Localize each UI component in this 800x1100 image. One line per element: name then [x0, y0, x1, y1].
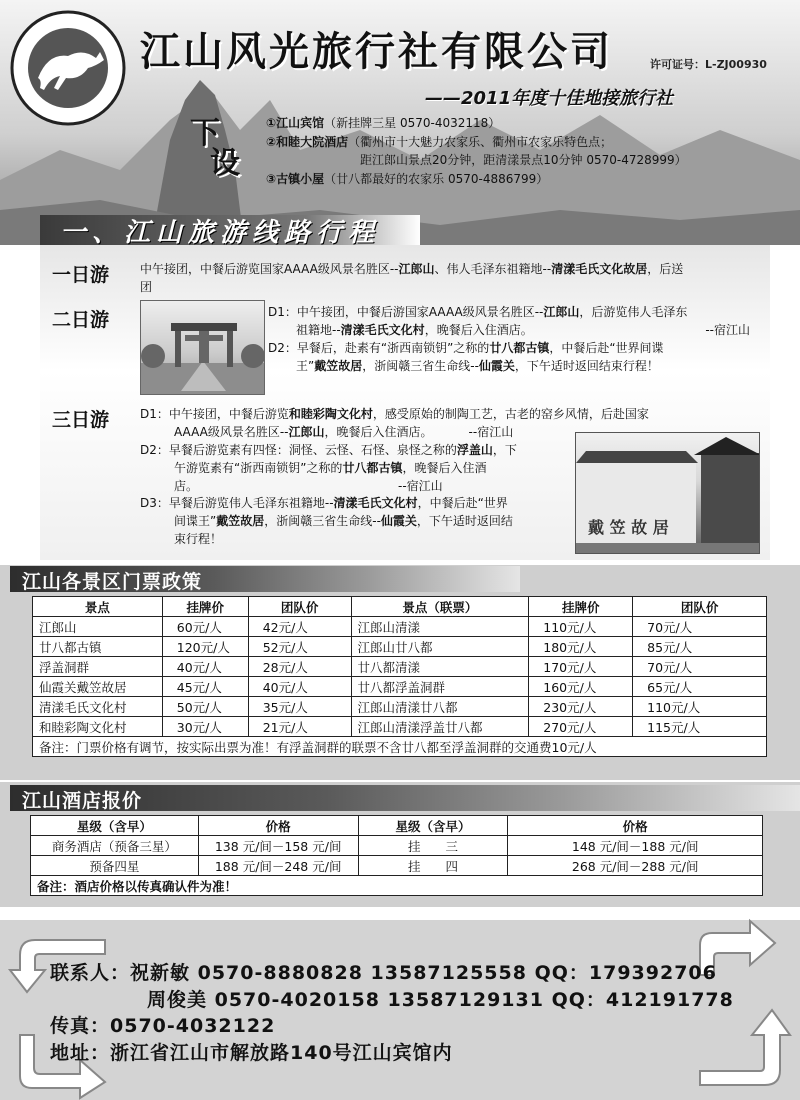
table-row: 浮盖洞群 40元/人 28元/人 廿八都清漾 170元/人 70元/人	[33, 657, 767, 677]
company-name: 江山风光旅行社有限公司	[140, 28, 613, 75]
award-slogan: ——2011年度十佳地接旅行社	[425, 88, 674, 109]
day2-label: 二日游	[52, 309, 110, 331]
table-row: 商务酒店（预备三星） 138 元/间－158 元/间 挂 三 148 元/间－188 元/间	[31, 836, 763, 856]
day1-label: 一日游	[52, 264, 110, 286]
branches-list	[266, 114, 687, 188]
contact-person-1: 联系人：祝新敏 0570-8880828 13587125558 QQ：179392706	[50, 962, 717, 984]
tickets-header-row: 景点 挂牌价 团队价 景点（联票） 挂牌价 团队价	[33, 597, 767, 617]
day2-description: D1：中午接团，中餐后游国家AAAA级风景名胜区--江郎山，后游览伟人毛泽东 祖籍地--清漾毛氏文化村，晚餐后入住酒店。 --宿江山 D2：早餐后，赴素有“浙西南锁钥”之称的廿八都古镇，中餐后赴“世界间谍 王”戴笠故居，浙闽赣三省生命线--仙霞关，下午适时返回结束行程！	[268, 303, 768, 375]
table-row: 廿八都古镇 120元/人 52元/人 江郎山廿八都 180元/人 85元/人	[33, 637, 767, 657]
header-banner: 江山风光旅行社有限公司 许可证号：L-ZJ00930 ——2011年度十佳地接旅行社 下 设 ①江山宾馆（新挂牌三星 0570-4032118） ②和睦大院酒店（衢州市十大魅力农家乐、衢州市农家乐特色点； 距江郎山景点20分钟，距清漾景点10分钟 0570-4728999） ③古镇小屋（廿八都最好的农家乐 0570-4886799）	[0, 0, 800, 245]
day3-label: 三日游	[52, 409, 110, 431]
branch-item: ①江山宾馆（新挂牌三星 0570-4032118）	[266, 116, 501, 130]
hotels-note-row: 备注：酒店价格以传真确认件为准！	[31, 876, 763, 896]
corner-arrow-icon	[690, 1005, 800, 1100]
day3-d2: D2：早餐后游览素有四怪：洞怪、云怪、石怪、泉怪之称的浮盖山，下 午游览素有“浙西南锁钥”之称的廿八都古镇，晚餐后入住酒 店。 --宿江山	[140, 443, 517, 493]
tickets-section-title: 江山各景区门票政策	[22, 571, 203, 593]
archway-photo-image	[140, 300, 265, 395]
table-row: 江郎山 60元/人 42元/人 江郎山清漾 110元/人 70元/人	[33, 617, 767, 637]
table-row: 清漾毛氏文化村 50元/人 35元/人 江郎山清漾廿八都 230元/人 110元/人	[33, 697, 767, 717]
hotels-section-title: 江山酒店报价	[22, 790, 143, 812]
tickets-table	[32, 596, 767, 757]
hotels-header-row: 星级（含早） 价格 星级（含早） 价格	[31, 816, 763, 836]
day3-d1: D1：中午接团，中餐后游览和睦彩陶文化村，感受原始的制陶工艺，古老的窑乡风情，后赴国家 AAAA级风景名胜区--江郎山，晚餐后入住酒店。 --宿江山	[140, 407, 649, 439]
routes-section-title: 一、江山旅游线路行程	[60, 218, 381, 248]
table-row: 预备四星 188 元/间－248 元/间 挂 四 268 元/间－288 元/间	[31, 856, 763, 876]
hotels-table	[30, 815, 763, 896]
company-logo-icon	[8, 8, 128, 128]
address: 地址：浙江省江山市解放路140号江山宾馆内	[50, 1042, 453, 1064]
tickets-note-row: 备注：门票价格有调节，按实际出票为准！有浮盖洞群的联票不含廿八都至浮盖洞群的交通费10元/人	[33, 737, 767, 757]
day2-d1: D1：中午接团，中餐后游国家AAAA级风景名胜区--江郎山，后游览伟人毛泽东	[268, 305, 688, 319]
branch-item: ②和睦大院酒店（衢州市十大魅力农家乐、衢州市农家乐特色点；	[266, 134, 613, 149]
contact-person-2: 周俊美 0570-4020158 13587129131 QQ：412191778	[147, 989, 734, 1011]
table-row: 仙霞关戴笠故居 45元/人 40元/人 廿八都浮盖洞群 160元/人 65元/人	[33, 677, 767, 697]
license-number: 许可证号：L-ZJ00930	[650, 58, 767, 71]
branch-item: 距江郎山景点20分钟，距清漾景点10分钟 0570-4728999）	[360, 153, 687, 167]
day2-d2: D2：早餐后，赴素有“浙西南锁钥”之称的廿八都古镇，中餐后赴“世界间谍	[268, 341, 664, 355]
branch-item: ③古镇小屋（廿八都最好的农家乐 0570-4886799）	[266, 171, 549, 186]
day3-d3: D3：早餐后游览伟人毛泽东祖籍地--清漾毛氏文化村，中餐后赴“世界 间谍王”戴笠故居，浙闽赣三省生命线--仙霞关，下午适时返回结 束行程！	[140, 496, 513, 546]
residence-sign: 戴 笠 故 居	[588, 518, 669, 537]
table-row: 和睦彩陶文化村 30元/人 21元/人 江郎山清漾浮盖廿八都 270元/人 115元/人	[33, 717, 767, 737]
dai-li-residence-photo-image	[575, 432, 760, 554]
fax-number: 传真：0570-4032122	[50, 1015, 276, 1037]
day1-description: 中午接团，中餐后游览国家AAAA级风景名胜区--江郎山、伟人毛泽东祖籍地--清漾毛氏文化故居，后送 团	[140, 262, 684, 294]
